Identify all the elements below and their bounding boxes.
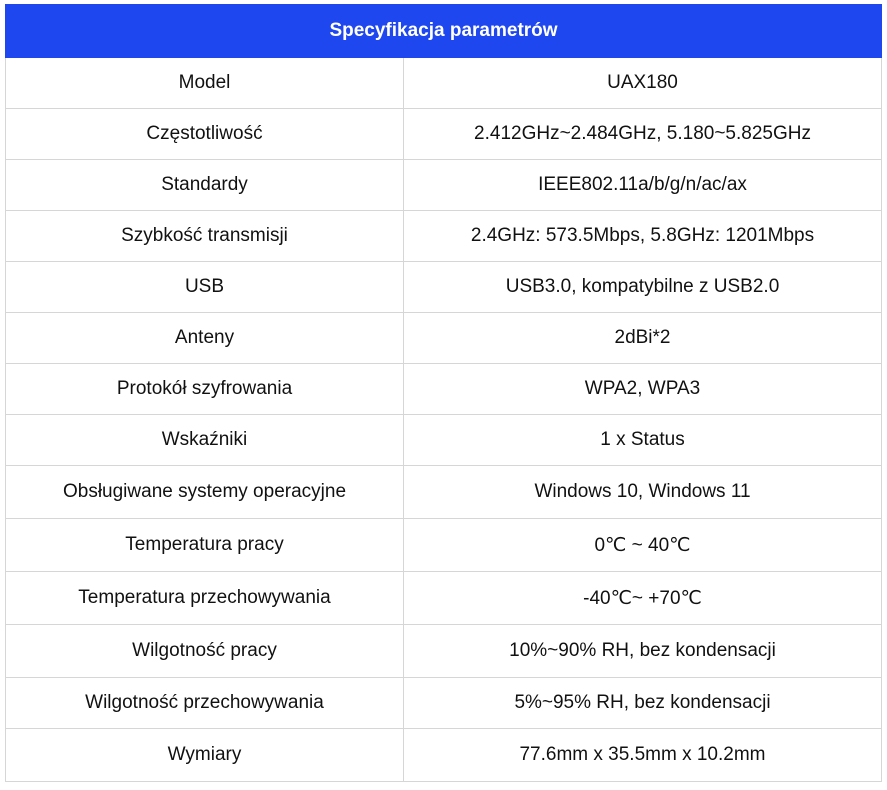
table-row xyxy=(6,678,882,729)
row-value: 0℃ ~ 40℃ xyxy=(404,519,882,572)
table-row xyxy=(6,262,882,313)
table-row xyxy=(6,415,882,466)
row-value: 2dBi*2 xyxy=(404,313,882,364)
row-label: Obsługiwane systemy operacyjne xyxy=(6,466,404,519)
table-row xyxy=(6,313,882,364)
spec-table xyxy=(5,4,882,782)
row-label: Częstotliwość xyxy=(6,109,404,160)
row-value: IEEE802.11a/b/g/n/ac/ax xyxy=(404,160,882,211)
row-value: 2.412GHz~2.484GHz, 5.180~5.825GHz xyxy=(404,109,882,160)
row-label: Wymiary xyxy=(6,729,404,782)
row-value: UAX180 xyxy=(404,58,882,109)
row-value: Windows 10, Windows 11 xyxy=(404,466,882,519)
row-label: Standardy xyxy=(6,160,404,211)
table-row xyxy=(6,572,882,625)
table-row xyxy=(6,364,882,415)
row-value: 2.4GHz: 573.5Mbps, 5.8GHz: 1201Mbps xyxy=(404,211,882,262)
row-label: Model xyxy=(6,58,404,109)
table-row xyxy=(6,625,882,678)
row-value: 77.6mm x 35.5mm x 10.2mm xyxy=(404,729,882,782)
table-row xyxy=(6,519,882,572)
table-row xyxy=(6,211,882,262)
table-row xyxy=(6,109,882,160)
row-label: Wskaźniki xyxy=(6,415,404,466)
row-label: Protokół szyfrowania xyxy=(6,364,404,415)
row-value: -40℃~ +70℃ xyxy=(404,572,882,625)
table-row xyxy=(6,160,882,211)
row-label: Anteny xyxy=(6,313,404,364)
table-row xyxy=(6,466,882,519)
table-title: Specyfikacja parametrów xyxy=(6,5,882,58)
row-label: USB xyxy=(6,262,404,313)
row-value: 5%~95% RH, bez kondensacji xyxy=(404,678,882,729)
table-header-row xyxy=(6,5,882,58)
table-row xyxy=(6,729,882,782)
row-value: 1 x Status xyxy=(404,415,882,466)
row-label: Temperatura przechowywania xyxy=(6,572,404,625)
row-value: WPA2, WPA3 xyxy=(404,364,882,415)
row-value: USB3.0, kompatybilne z USB2.0 xyxy=(404,262,882,313)
row-label: Wilgotność przechowywania xyxy=(6,678,404,729)
row-label: Wilgotność pracy xyxy=(6,625,404,678)
row-value: 10%~90% RH, bez kondensacji xyxy=(404,625,882,678)
table-row xyxy=(6,58,882,109)
row-label: Temperatura pracy xyxy=(6,519,404,572)
row-label: Szybkość transmisji xyxy=(6,211,404,262)
